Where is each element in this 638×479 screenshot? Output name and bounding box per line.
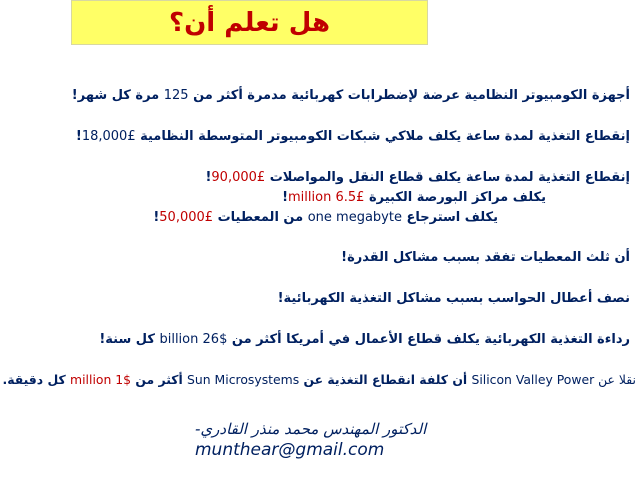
fact-text: إنقطاع التغذية لمدة ساعة يكلف قطاع النقل والمواصلات [265, 170, 630, 185]
fact-english: one megabyte [307, 210, 402, 225]
fact-text: ! [282, 190, 288, 205]
fact-english: Silicon Valley Power [471, 372, 595, 387]
fact-number: £50,000 [159, 210, 214, 225]
fact-text: مرة كل شهر! [71, 88, 164, 103]
fact-number: £18,000 [81, 129, 136, 144]
fact-text: ! [75, 129, 82, 144]
fact-number: £6.5 million [288, 190, 365, 205]
author-name: الدكتور المهندس محمد منذر القادري- [195, 420, 427, 438]
fact-line-1 [72, 88, 630, 103]
fact-text: من المعطيات [213, 210, 308, 225]
fact-text: رداءة التغذية الكهربائية يكلف قطاع الأعمال في أمريكا أكثر من [227, 332, 630, 347]
fact-line-3 [205, 170, 630, 185]
title-banner [71, 0, 428, 45]
fact-english: Sun Microsystems [187, 372, 300, 387]
page-title: هل تعلم أن؟ [169, 7, 330, 38]
fact-text: أن ثلث المعطيات تفقد بسبب مشاكل القدرة! [341, 250, 630, 265]
fact-line-8 [99, 332, 630, 347]
fact-text: أن كلفة انقطاع التغذية عن [299, 372, 472, 387]
fact-text: كل دقيقة. [2, 372, 71, 387]
fact-english: $26 billion [159, 332, 228, 347]
fact-number: £90,000 [211, 170, 266, 185]
fact-text: أكثر من [131, 372, 188, 387]
fact-text: نصف أعطال الحواسب بسبب مشاكل التغذية الكهربائية! [277, 291, 630, 306]
fact-text: نقلا عن [594, 372, 636, 387]
fact-number: 125 [163, 88, 189, 103]
author-email: munthear@gmail.com [195, 440, 385, 460]
fact-text: إنقطاع التغذية لمدة ساعة يكلف ملاكي شبكات الكومبيوتر المتوسطة النظامية [135, 129, 630, 144]
fact-line-7 [278, 291, 630, 306]
fact-text: يكلف مراكز البورصة الكبيرة [364, 190, 546, 205]
fact-line-2 [76, 129, 630, 144]
fact-text: كل سنة! [99, 332, 160, 347]
fact-text: ! [153, 210, 160, 225]
fact-text: ! [205, 170, 212, 185]
fact-text: يكلف استرجاع [401, 210, 498, 225]
fact-text: أجهزة الكومبيوتر النظامية عرضة لإضطرابات كهربائية مدمرة أكثر من [188, 88, 630, 103]
fact-number: $1 million [70, 372, 132, 387]
fact-line-9 [2, 372, 636, 387]
fact-line-6 [341, 250, 630, 265]
fact-line-5 [153, 210, 498, 225]
fact-line-4 [282, 190, 546, 205]
